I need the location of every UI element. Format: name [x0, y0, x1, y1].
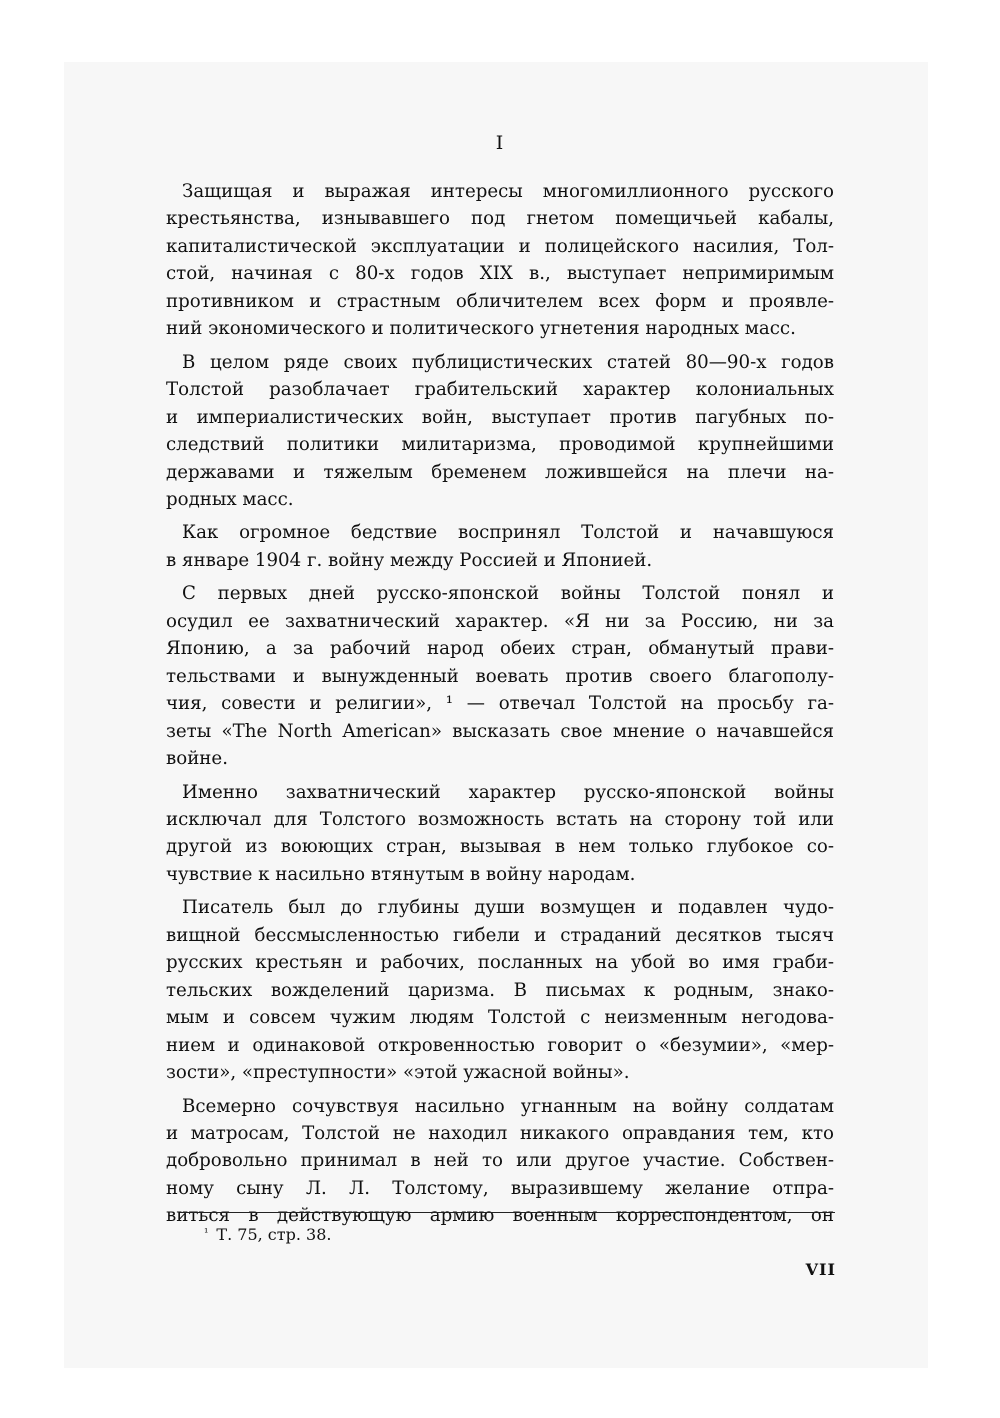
text-line: чия, совести и религии», ¹ — отвечал Толстой на просьбу га- — [166, 693, 834, 715]
paragraph — [166, 580, 834, 772]
footnote-text: Т. 75, стр. 38. — [216, 1225, 332, 1244]
text-line: Защищая и выражая интересы многомиллионного русского — [182, 181, 834, 202]
text-line: исключал для Толстого возможность встать на сторону той или — [166, 808, 834, 830]
paragraph — [166, 349, 834, 514]
text-line: зости», «преступности» «этой ужасной войны». — [166, 1062, 630, 1084]
text-line: зеты «The North American» высказать свое мнение о начавшейся — [166, 720, 834, 742]
page-number: VII — [805, 1260, 836, 1279]
paragraph — [166, 178, 834, 343]
footnote — [204, 1225, 331, 1244]
text-line: стой, начиная с 80-х годов XIX в., выступает непримиримым — [166, 263, 834, 285]
text-line: и матросам, Толстой не находил никакого оправдания тем, кто — [166, 1122, 834, 1144]
text-line: Именно захватнический характер русско-японской войны — [182, 781, 834, 803]
text-line: другой из воюющих стран, вызывая в нем только глубокое со- — [166, 836, 834, 858]
text-line: Всемерно сочувствуя насильно угнанным на войну солдатам — [182, 1095, 834, 1117]
text-line: капиталистической эксплуатации и полицейского насилия, Тол- — [166, 235, 834, 257]
text-line: противником и страстным обличителем всех форм и проявле- — [166, 290, 834, 312]
text-line: тельствами и вынужденный воевать против своего благополу- — [166, 665, 834, 687]
footnote-marker: ¹ — [204, 1226, 209, 1239]
section-number: I — [495, 132, 505, 154]
text-line: В целом ряде своих публицистических статей 80—90-х годов — [182, 351, 834, 373]
text-line: тельских вожделений царизма. В письмах к родным, знако- — [166, 979, 834, 1001]
body-text — [166, 178, 834, 1236]
paragraph — [166, 519, 834, 574]
text-line: Толстой разоблачает грабительский характер колониальных — [166, 379, 834, 401]
text-line: Японию, а за рабочий народ обеих стран, обманутый прави- — [166, 638, 834, 660]
text-line: ному сыну Л. Л. Толстому, выразившему желание отпра- — [166, 1177, 834, 1199]
text-line: следствий политики милитаризма, проводимой крупнейшими — [166, 434, 834, 456]
text-line: и империалистических войн, выступает против пагубных по- — [166, 406, 834, 428]
text-line: родных масс. — [166, 488, 294, 510]
text-line: державами и тяжелым бременем ложившейся на плечи на- — [166, 461, 834, 483]
text-line: добровольно принимал в ней то или другое участие. Собствен- — [166, 1150, 834, 1172]
footnote-divider — [180, 1212, 835, 1213]
text-line: русских крестьян и рабочих, посланных на убой во имя граби- — [166, 952, 834, 974]
text-line: крестьянства, изнывавшего под гнетом помещичьей кабалы, — [166, 208, 834, 230]
text-line: вищной бессмысленностью гибели и страданий десятков тысяч — [166, 924, 834, 946]
text-line: ний экономического и политического угнетения народных масс. — [166, 318, 796, 340]
text-line: С первых дней русско-японской войны Толстой понял и — [182, 583, 834, 605]
text-line: войне. — [166, 748, 228, 770]
paragraph — [166, 894, 834, 1086]
text-line: нием и одинаковой откровенностью говорит о «безумии», «мер- — [166, 1034, 834, 1056]
text-line: мым и совсем чужим людям Толстой с неизменным негодова- — [166, 1007, 834, 1029]
text-line: Как огромное бедствие воспринял Толстой и начавшуюся — [182, 522, 834, 544]
paragraph — [166, 779, 834, 889]
paragraph — [166, 1093, 834, 1230]
text-line: в январе 1904 г. войну между Россией и Японией. — [166, 549, 653, 571]
text-line: виться в действующую армию военным корреспондентом, он — [166, 1205, 834, 1227]
text-line: чувствие к насильно втянутым в войну народам. — [166, 863, 636, 885]
text-line: осудил ее захватнический характер. «Я ни за Россию, ни за — [166, 610, 834, 632]
text-line: Писатель был до глубины души возмущен и подавлен чудо- — [182, 897, 834, 919]
